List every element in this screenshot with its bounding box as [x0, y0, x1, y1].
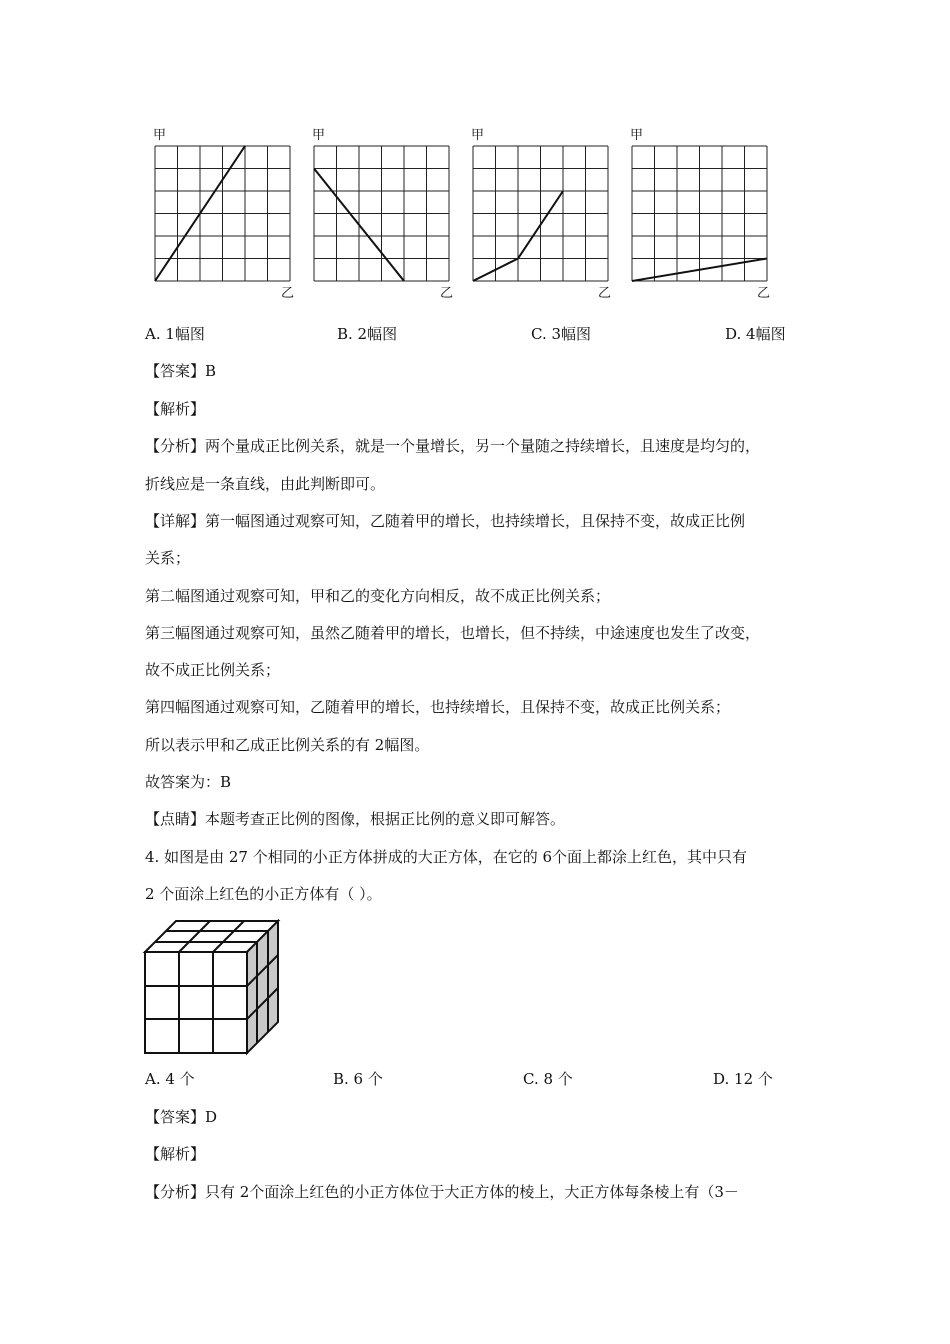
x-axis-label: 乙 — [598, 286, 612, 301]
option-c[interactable]: C. 3幅图 — [531, 325, 592, 343]
q4-stem-line: 2 个面涂上红色的小正方体有（ ）。 — [145, 885, 382, 903]
cube-figure — [140, 915, 290, 1060]
x-axis-label: 乙 — [440, 286, 454, 301]
y-axis-label: 甲 — [630, 128, 644, 143]
q3-analysis-line: 第三幅图通过观察可知，虽然乙随着甲的增长，也增长，但不持续，中途速度也发生了改变， — [145, 624, 761, 642]
q3-analysis-line: 第四幅图通过观察可知，乙随着甲的增长，也持续增长，且保持不变，故成正比例关系； — [145, 698, 731, 716]
q3-analysis-line: 故答案为：B — [145, 773, 232, 791]
q3-analysis-line: 故不成正比例关系； — [145, 661, 281, 679]
q3-analysis-line: 折线应是一条直线，由此判断即可。 — [145, 475, 386, 493]
option-b[interactable]: B. 2幅图 — [337, 325, 398, 343]
q3-analysis-line: 关系； — [145, 549, 191, 567]
q4-answer: 【答案】D — [145, 1108, 218, 1126]
option-a[interactable]: A. 1幅图 — [145, 325, 205, 343]
graph-grid — [473, 146, 608, 281]
y-axis-label: 甲 — [471, 128, 485, 143]
q4-stem-line: 4. 如图是由 27 个相同的小正方体拼成的大正方体，在它的 6个面上都涂上红色，其中只有 — [145, 848, 748, 866]
q3-analysis-line: 第二幅图通过观察可知，甲和乙的变化方向相反，故不成正比例关系； — [145, 587, 611, 605]
q3-analysis-line: 【分析】两个量成正比例关系，就是一个量增长，另一个量随之持续增长，且速度是均匀的， — [145, 437, 761, 455]
q4-analysis-line: 【分析】只有 2个面涂上红色的小正方体位于大正方体的棱上，大正方体每条棱上有（3－ — [145, 1183, 739, 1201]
q3-analysis-line: 【点睛】本题考查正比例的图像，根据正比例的意义即可解答。 — [145, 810, 566, 828]
option-c[interactable]: C. 8 个 — [523, 1070, 573, 1088]
option-b[interactable]: B. 6 个 — [333, 1070, 383, 1088]
option-d[interactable]: D. 4幅图 — [725, 325, 786, 343]
q4-analysis-heading: 【解析】 — [145, 1145, 206, 1163]
x-axis-label: 乙 — [757, 286, 771, 301]
graph-grid — [632, 146, 767, 281]
graph-grid — [314, 146, 449, 281]
q3-analysis-heading: 【解析】 — [145, 400, 206, 418]
x-axis-label: 乙 — [281, 286, 295, 301]
q3-analysis-line: 所以表示甲和乙成正比例关系的有 2幅图。 — [145, 736, 430, 754]
graph-grid — [155, 146, 290, 281]
y-axis-label: 甲 — [153, 128, 167, 143]
option-d[interactable]: D. 12 个 — [713, 1070, 773, 1088]
y-axis-label: 甲 — [312, 128, 326, 143]
option-a[interactable]: A. 4 个 — [145, 1070, 195, 1088]
q3-analysis-line: 【详解】第一幅图通过观察可知，乙随着甲的增长，也持续增长，且保持不变，故成正比例 — [145, 512, 746, 530]
q3-answer: 【答案】B — [145, 362, 217, 380]
